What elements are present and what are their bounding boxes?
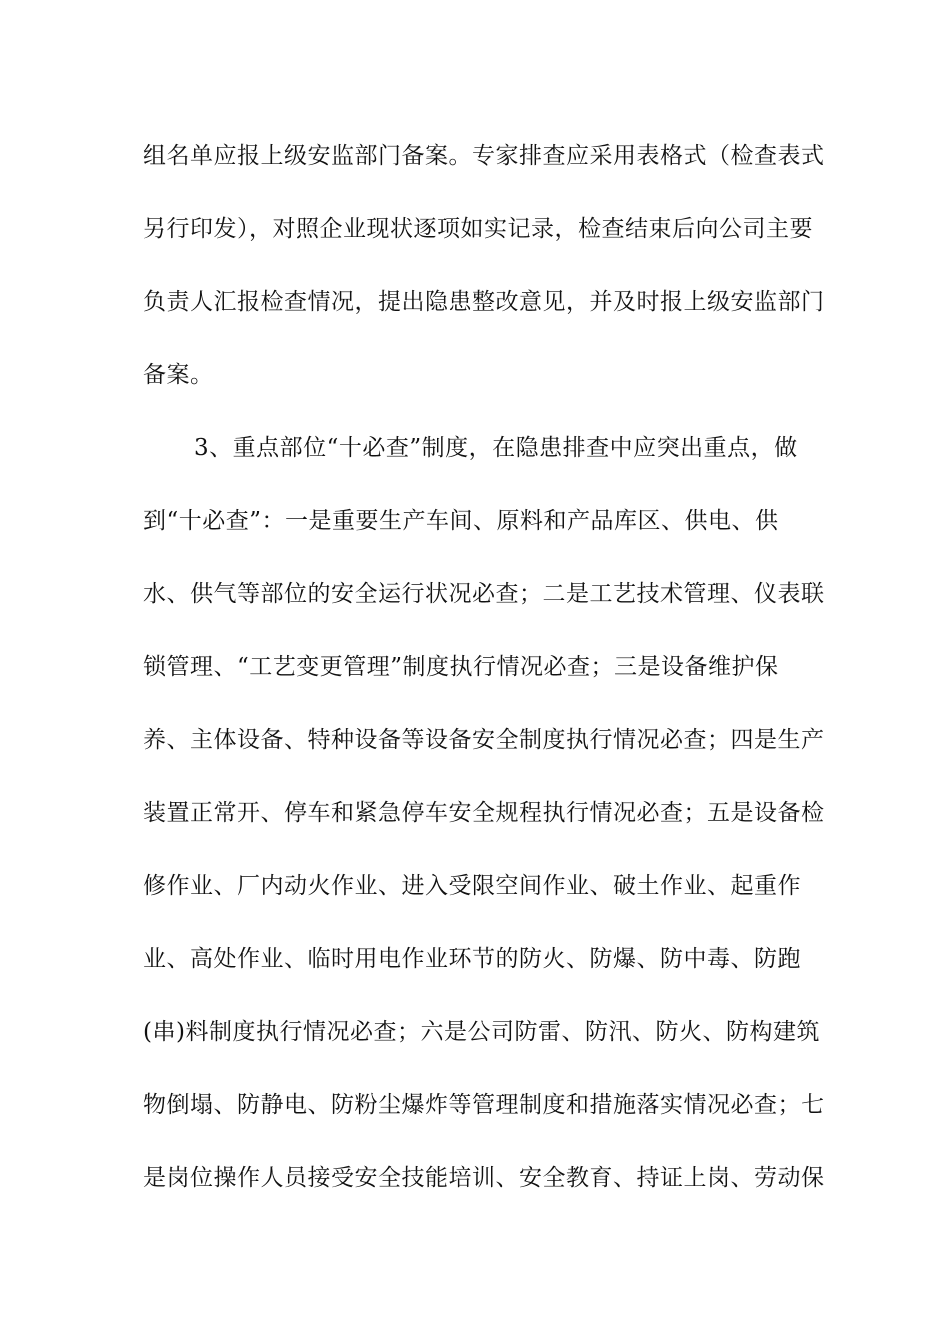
paragraph-start-line: 3、重点部位“十必查”制度，在隐患排查中应突出重点，做 — [194, 435, 798, 461]
text-line: 到“十必查”：一是重要生产车间、原料和产品库区、供电、供 — [143, 508, 779, 534]
text-line: 备案。 — [143, 362, 214, 388]
text-line: 负责人汇报检查情况，提出隐患整改意见，并及时报上级安监部门 — [143, 289, 825, 315]
text-line: 装置正常开、停车和紧急停车安全规程执行情况必查；五是设备检 — [143, 800, 825, 826]
text-line: 业、高处作业、临时用电作业环节的防火、防爆、防中毒、防跑 — [143, 946, 801, 972]
text-line: 另行印发），对照企业现状逐项如实记录，检查结束后向公司主要 — [143, 216, 813, 242]
text-line: (串)料制度执行情况必查；六是公司防雷、防汛、防火、防构建筑 — [143, 1019, 820, 1045]
text-line: 物倒塌、防静电、防粉尘爆炸等管理制度和措施落实情况必查；七 — [143, 1092, 825, 1118]
text-line: 修作业、厂内动火作业、进入受限空间作业、破土作业、起重作 — [143, 873, 801, 899]
text-line: 养、主体设备、特种设备等设备安全制度执行情况必查；四是生产 — [143, 727, 825, 753]
text-line: 组名单应报上级安监部门备案。专家排查应采用表格式（检查表式 — [143, 143, 825, 169]
text-line: 锁管理、“工艺变更管理”制度执行情况必查；三是设备维护保 — [143, 654, 779, 680]
text-line: 水、供气等部位的安全运行状况必查；二是工艺技术管理、仪表联 — [143, 581, 825, 607]
text-line: 是岗位操作人员接受安全技能培训、安全教育、持证上岗、劳动保 — [143, 1165, 825, 1191]
body-text — [143, 133, 825, 1228]
